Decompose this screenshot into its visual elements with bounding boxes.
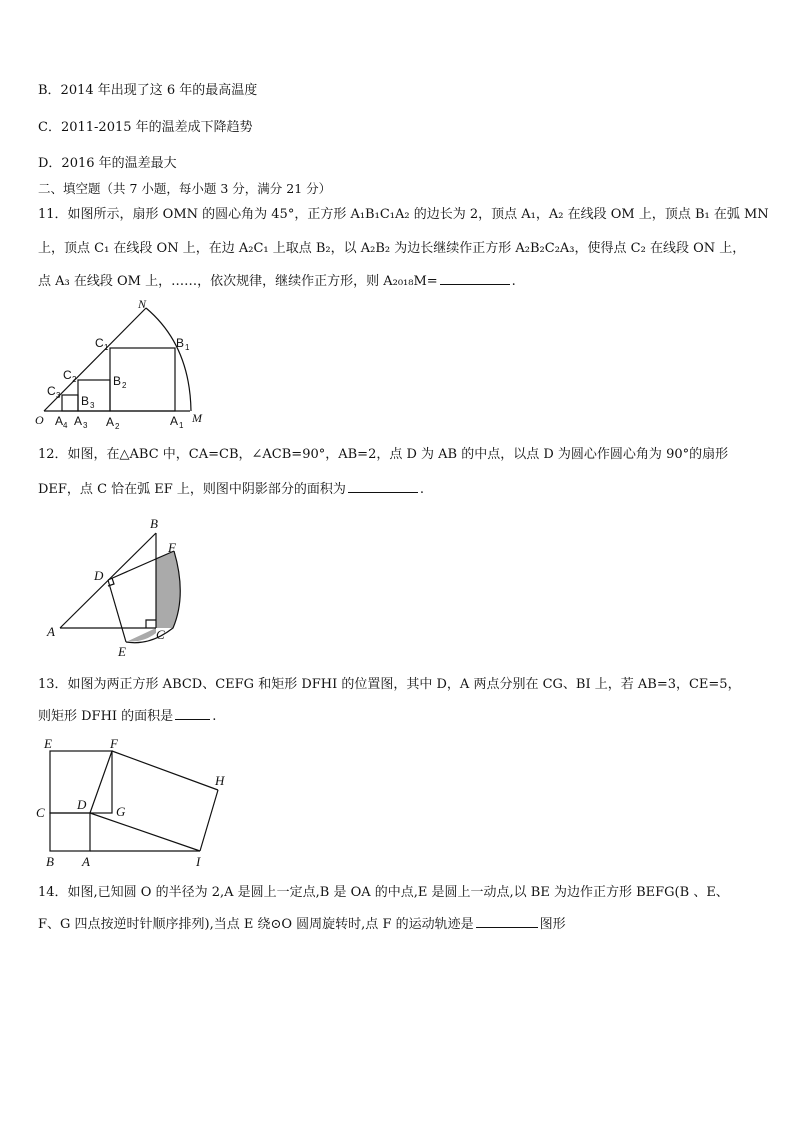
q11-label-b3: B: [81, 394, 90, 408]
q11-label-a1-sub: 1: [179, 421, 184, 430]
q13-answer-blank[interactable]: [175, 707, 210, 720]
q12-label-a: A: [47, 624, 55, 639]
q11-label-n: N: [138, 297, 147, 311]
q13-label-i: I: [196, 854, 201, 869]
q12-label-c: C: [156, 627, 165, 642]
q11-label-o: O: [35, 413, 44, 427]
q12-label-d: D: [94, 568, 104, 583]
q14-line2-end: 图形: [539, 917, 566, 932]
q12-line2-text: DEF，点 C 恰在弧 EF 上，则图中阴影部分的面积为: [38, 482, 346, 497]
q13-label-h: H: [215, 773, 225, 788]
q11-label-a2: A: [106, 415, 115, 429]
q13-label-a: A: [82, 854, 90, 869]
q12-line1: 12．如图，在△ABC 中，CA=CB，∠ACB=90°，AB=2，点 D 为 AB 的中点，以点 D 为圆心作圆心角为 90°的扇形: [38, 447, 729, 462]
q14-line2-text: F、G 四点按逆时针顺序排列),当点 E 绕⊙O 圆周旋转时,点 F 的运动轨迹是: [38, 917, 474, 932]
q11-label-c2: C: [63, 368, 72, 382]
q12-label-f: F: [168, 540, 176, 555]
q14-line1: 14．如图,已知圆 O 的半径为 2,A 是圆上一定点,B 是 OA 的中点,E 是圆上一动点,以 BE 为边作正方形 BEFG(B 、E、: [38, 885, 729, 900]
q11-label-m: M: [192, 411, 202, 425]
q11-label-a3: A: [74, 414, 83, 428]
q12-label-e: E: [118, 644, 126, 659]
q11-label-c1-sub: 1: [104, 343, 109, 352]
q11-label-b1: B: [176, 336, 185, 350]
q11-line2: 上，顶点 C₁ 在线段 ON 上，在边 A₂C₁ 上取点 B₂，以 A₂B₂ 为边长继续作正方形 A₂B₂C₂A₃，使得点 C₂ 在线段 ON 上，: [38, 241, 746, 256]
q12-answer-blank[interactable]: [348, 480, 418, 493]
q11-line1: 11．如图所示，扇形 OMN 的圆心角为 45°，正方形 A₁B₁C₁A₂ 的边长为 2，顶点 A₁，A₂ 在线段 OM 上，顶点 B₁ 在弧 MN: [38, 207, 769, 222]
q11-label-c3-sub: 3: [56, 391, 61, 400]
q11-line3-end: .: [511, 274, 516, 289]
q13-label-d: D: [77, 797, 87, 812]
option-c: C．2011-2015 年的温差成下降趋势: [38, 120, 253, 135]
q13-line1: 13．如图为两正方形 ABCD、CEFG 和矩形 DFHI 的位置图，其中 D，A 两点分别在 CG、BI 上，若 AB=3，CE=5，: [38, 677, 741, 692]
q11-label-c3: C: [47, 384, 56, 398]
q13-line2-end: .: [212, 709, 217, 724]
q11-label-c2-sub: 2: [72, 375, 77, 384]
q12-label-b: B: [150, 516, 158, 531]
q11-label-a4-sub: 4: [63, 421, 68, 430]
q13-line2: [38, 707, 216, 725]
q12-line2: [38, 480, 424, 498]
section-heading: 二、填空题（共 7 小题，每小题 3 分，满分 21 分）: [38, 181, 332, 196]
q14-answer-blank[interactable]: [476, 915, 538, 928]
q11-label-a1: A: [170, 414, 179, 428]
q13-figure: [30, 735, 240, 870]
q11-label-b2-sub: 2: [122, 381, 127, 390]
q11-label-b1-sub: 1: [185, 343, 190, 352]
q13-label-c: C: [36, 805, 45, 820]
q11-line3-text: 点 A₃ 在线段 OM 上，……，依次规律，继续作正方形，则 A₂₀₁₈M=: [38, 274, 438, 289]
q13-label-e: E: [44, 736, 52, 751]
option-b: B．2014 年出现了这 6 年的最高温度: [38, 83, 258, 98]
q12-figure: [40, 510, 200, 660]
q13-line2-text: 则矩形 DFHI 的面积是: [38, 709, 174, 724]
q11-answer-blank[interactable]: [440, 272, 510, 285]
q13-label-g: G: [116, 804, 126, 819]
q11-label-b3-sub: 3: [90, 401, 95, 410]
q13-label-b: B: [46, 854, 54, 869]
option-d: D．2016 年的温差最大: [38, 156, 177, 171]
q11-label-a2-sub: 2: [115, 422, 120, 431]
q11-figure: [30, 295, 220, 435]
q11-label-b2: B: [113, 374, 122, 388]
q13-label-f: F: [110, 736, 118, 751]
q11-label-c1: C: [95, 336, 104, 350]
q11-label-a3-sub: 3: [83, 421, 88, 430]
q14-line2: [38, 915, 566, 933]
q11-label-a4: A: [55, 414, 64, 428]
q12-line2-end: .: [419, 482, 425, 497]
q11-line3: [38, 272, 516, 290]
